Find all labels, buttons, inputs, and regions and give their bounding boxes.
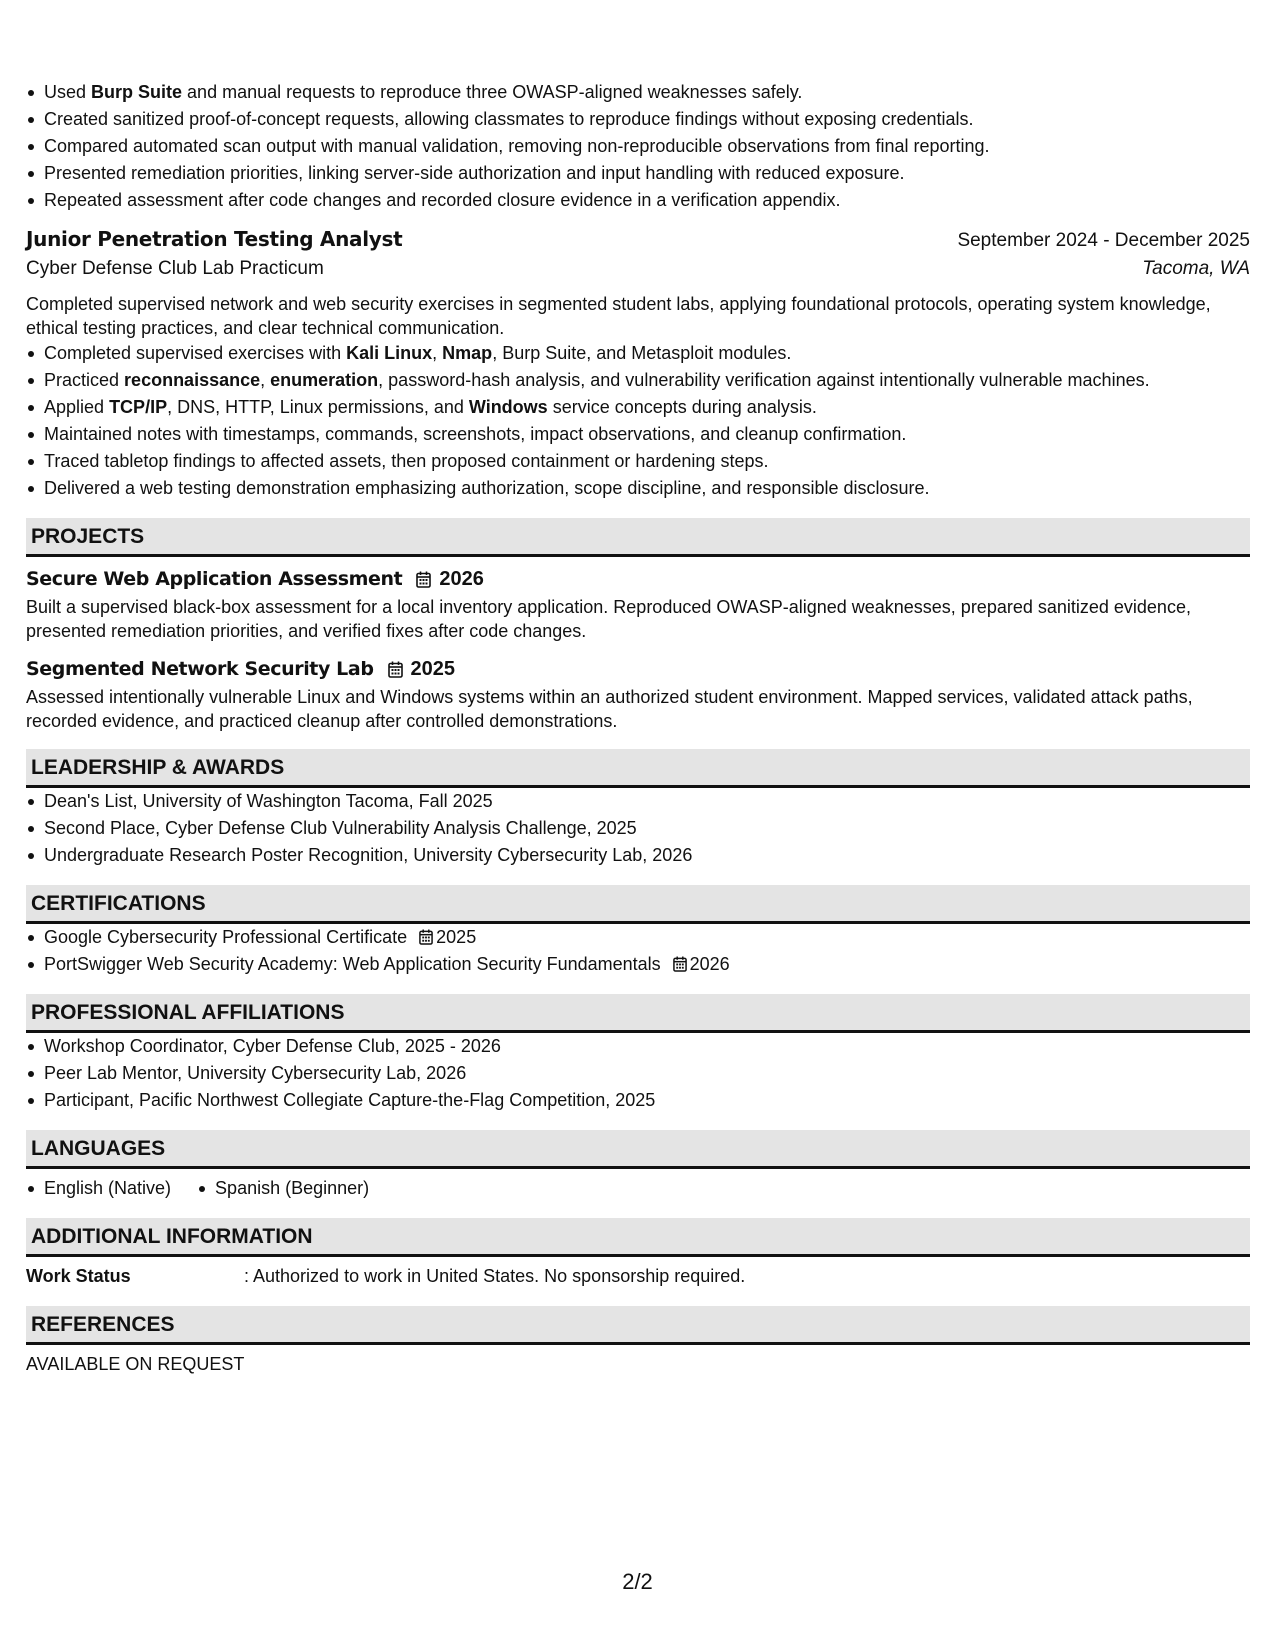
list-item: Compared automated scan output with manual validation, removing non-reproducible observations from final reporting. <box>44 133 1250 160</box>
project-description: Built a supervised black-box assessment for a local inventory application. Reproduced OWASP-aligned weaknesses, prepared sanitized evidence, presented remediation priorities, and verified fixes after code changes. <box>26 597 1191 641</box>
job-summary: Completed supervised network and web security exercises in segmented student labs, applying foundational protocols, operating system knowledge, ethical testing practices, and clear technical communication. <box>26 294 1211 338</box>
list-item: Traced tabletop findings to affected assets, then proposed containment or hardening steps. <box>44 448 1250 475</box>
list-item: Completed supervised exercises with Kali Linux, Nmap, Burp Suite, and Metasploit modules. <box>44 340 1250 367</box>
project-year: 2025 <box>410 658 456 680</box>
list-item: Used Burp Suite and manual requests to reproduce three OWASP-aligned weaknesses safely. <box>44 79 1250 106</box>
leadership-list <box>26 788 1250 869</box>
list-item: Undergraduate Research Poster Recognition, University Cybersecurity Lab, 2026 <box>44 842 1250 869</box>
project-title: Secure Web Application Assessment <box>26 568 403 590</box>
certification-name: Google Cybersecurity Professional Certificate <box>44 927 408 947</box>
calendar-icon <box>416 571 431 588</box>
job-subheader <box>26 254 1250 284</box>
references-text: AVAILABLE ON REQUEST <box>26 1354 245 1374</box>
calendar-icon <box>419 929 433 945</box>
section-heading-references: REFERENCES <box>26 1306 1250 1345</box>
project-header <box>26 565 1250 593</box>
section-heading-additional-information: ADDITIONAL INFORMATION <box>26 1218 1250 1257</box>
job-organization: Cyber Defense Club Lab Practicum <box>26 258 324 279</box>
section-heading-languages: LANGUAGES <box>26 1130 1250 1169</box>
resume-content <box>26 79 1250 1378</box>
section-heading-leadership: LEADERSHIP & AWARDS <box>26 749 1250 788</box>
certification-name: PortSwigger Web Security Academy: Web Application Security Fundamentals <box>44 954 661 974</box>
list-item: Spanish (Beginner) <box>215 1175 369 1202</box>
work-status-row <box>26 1263 1250 1290</box>
list-item: Presented remediation priorities, linking server-side authorization and input handling with reduced exposure. <box>44 160 1250 187</box>
languages-list <box>26 1175 1250 1202</box>
calendar-icon <box>673 956 687 972</box>
list-item: Peer Lab Mentor, University Cybersecurity Lab, 2026 <box>44 1060 1250 1087</box>
list-item: Workshop Coordinator, Cyber Defense Club, 2025 - 2026 <box>44 1033 1250 1060</box>
section-heading-affiliations: PROFESSIONAL AFFILIATIONS <box>26 994 1250 1033</box>
list-item <box>44 951 1250 978</box>
list-item: English (Native) <box>44 1175 171 1202</box>
job-bullets <box>26 340 1250 502</box>
job-dates: September 2024 - December 2025 <box>957 230 1250 251</box>
job-title: Junior Penetration Testing Analyst <box>26 227 403 251</box>
certification-year: 2026 <box>689 954 730 974</box>
list-item: Applied TCP/IP, DNS, HTTP, Linux permissions, and Windows service concepts during analysis. <box>44 394 1250 421</box>
job-header <box>26 224 1250 254</box>
section-heading-projects: PROJECTS <box>26 518 1250 557</box>
list-item: Created sanitized proof-of-concept requests, allowing classmates to reproduce findings without exposing credentials. <box>44 106 1250 133</box>
list-item: Participant, Pacific Northwest Collegiate Capture-the-Flag Competition, 2025 <box>44 1087 1250 1114</box>
list-item: Second Place, Cyber Defense Club Vulnerability Analysis Challenge, 2025 <box>44 815 1250 842</box>
list-item: Delivered a web testing demonstration emphasizing authorization, scope discipline, and responsible disclosure. <box>44 475 1250 502</box>
project-header <box>26 655 1250 683</box>
experience-bullets-previous <box>26 79 1250 214</box>
project-description: Assessed intentionally vulnerable Linux and Windows systems within an authorized student environment. Mapped services, validated attack paths, recorded evidence, and practiced cleanup after controlled demonstrations. <box>26 687 1193 731</box>
project-year: 2026 <box>439 568 484 590</box>
work-status-value: : Authorized to work in United States. No sponsorship required. <box>244 1266 746 1286</box>
work-status-label: Work Status <box>26 1266 131 1286</box>
section-heading-certifications: CERTIFICATIONS <box>26 885 1250 924</box>
calendar-icon <box>388 661 403 678</box>
list-item: Practiced reconnaissance, enumeration, password-hash analysis, and vulnerability verification against intentionally vulnerable machines. <box>44 367 1250 394</box>
page-number: 2/2 <box>622 1569 653 1594</box>
list-item: Repeated assessment after code changes and recorded closure evidence in a verification appendix. <box>44 187 1250 214</box>
affiliations-list <box>26 1033 1250 1114</box>
job-location: Tacoma, WA <box>1142 258 1250 279</box>
certifications-list <box>26 924 1250 978</box>
list-item: Maintained notes with timestamps, commands, screenshots, impact observations, and cleanup confirmation. <box>44 421 1250 448</box>
list-item: Dean's List, University of Washington Tacoma, Fall 2025 <box>44 788 1250 815</box>
certification-year: 2025 <box>436 927 477 947</box>
project-title: Segmented Network Security Lab <box>26 658 374 680</box>
list-item <box>44 924 1250 951</box>
